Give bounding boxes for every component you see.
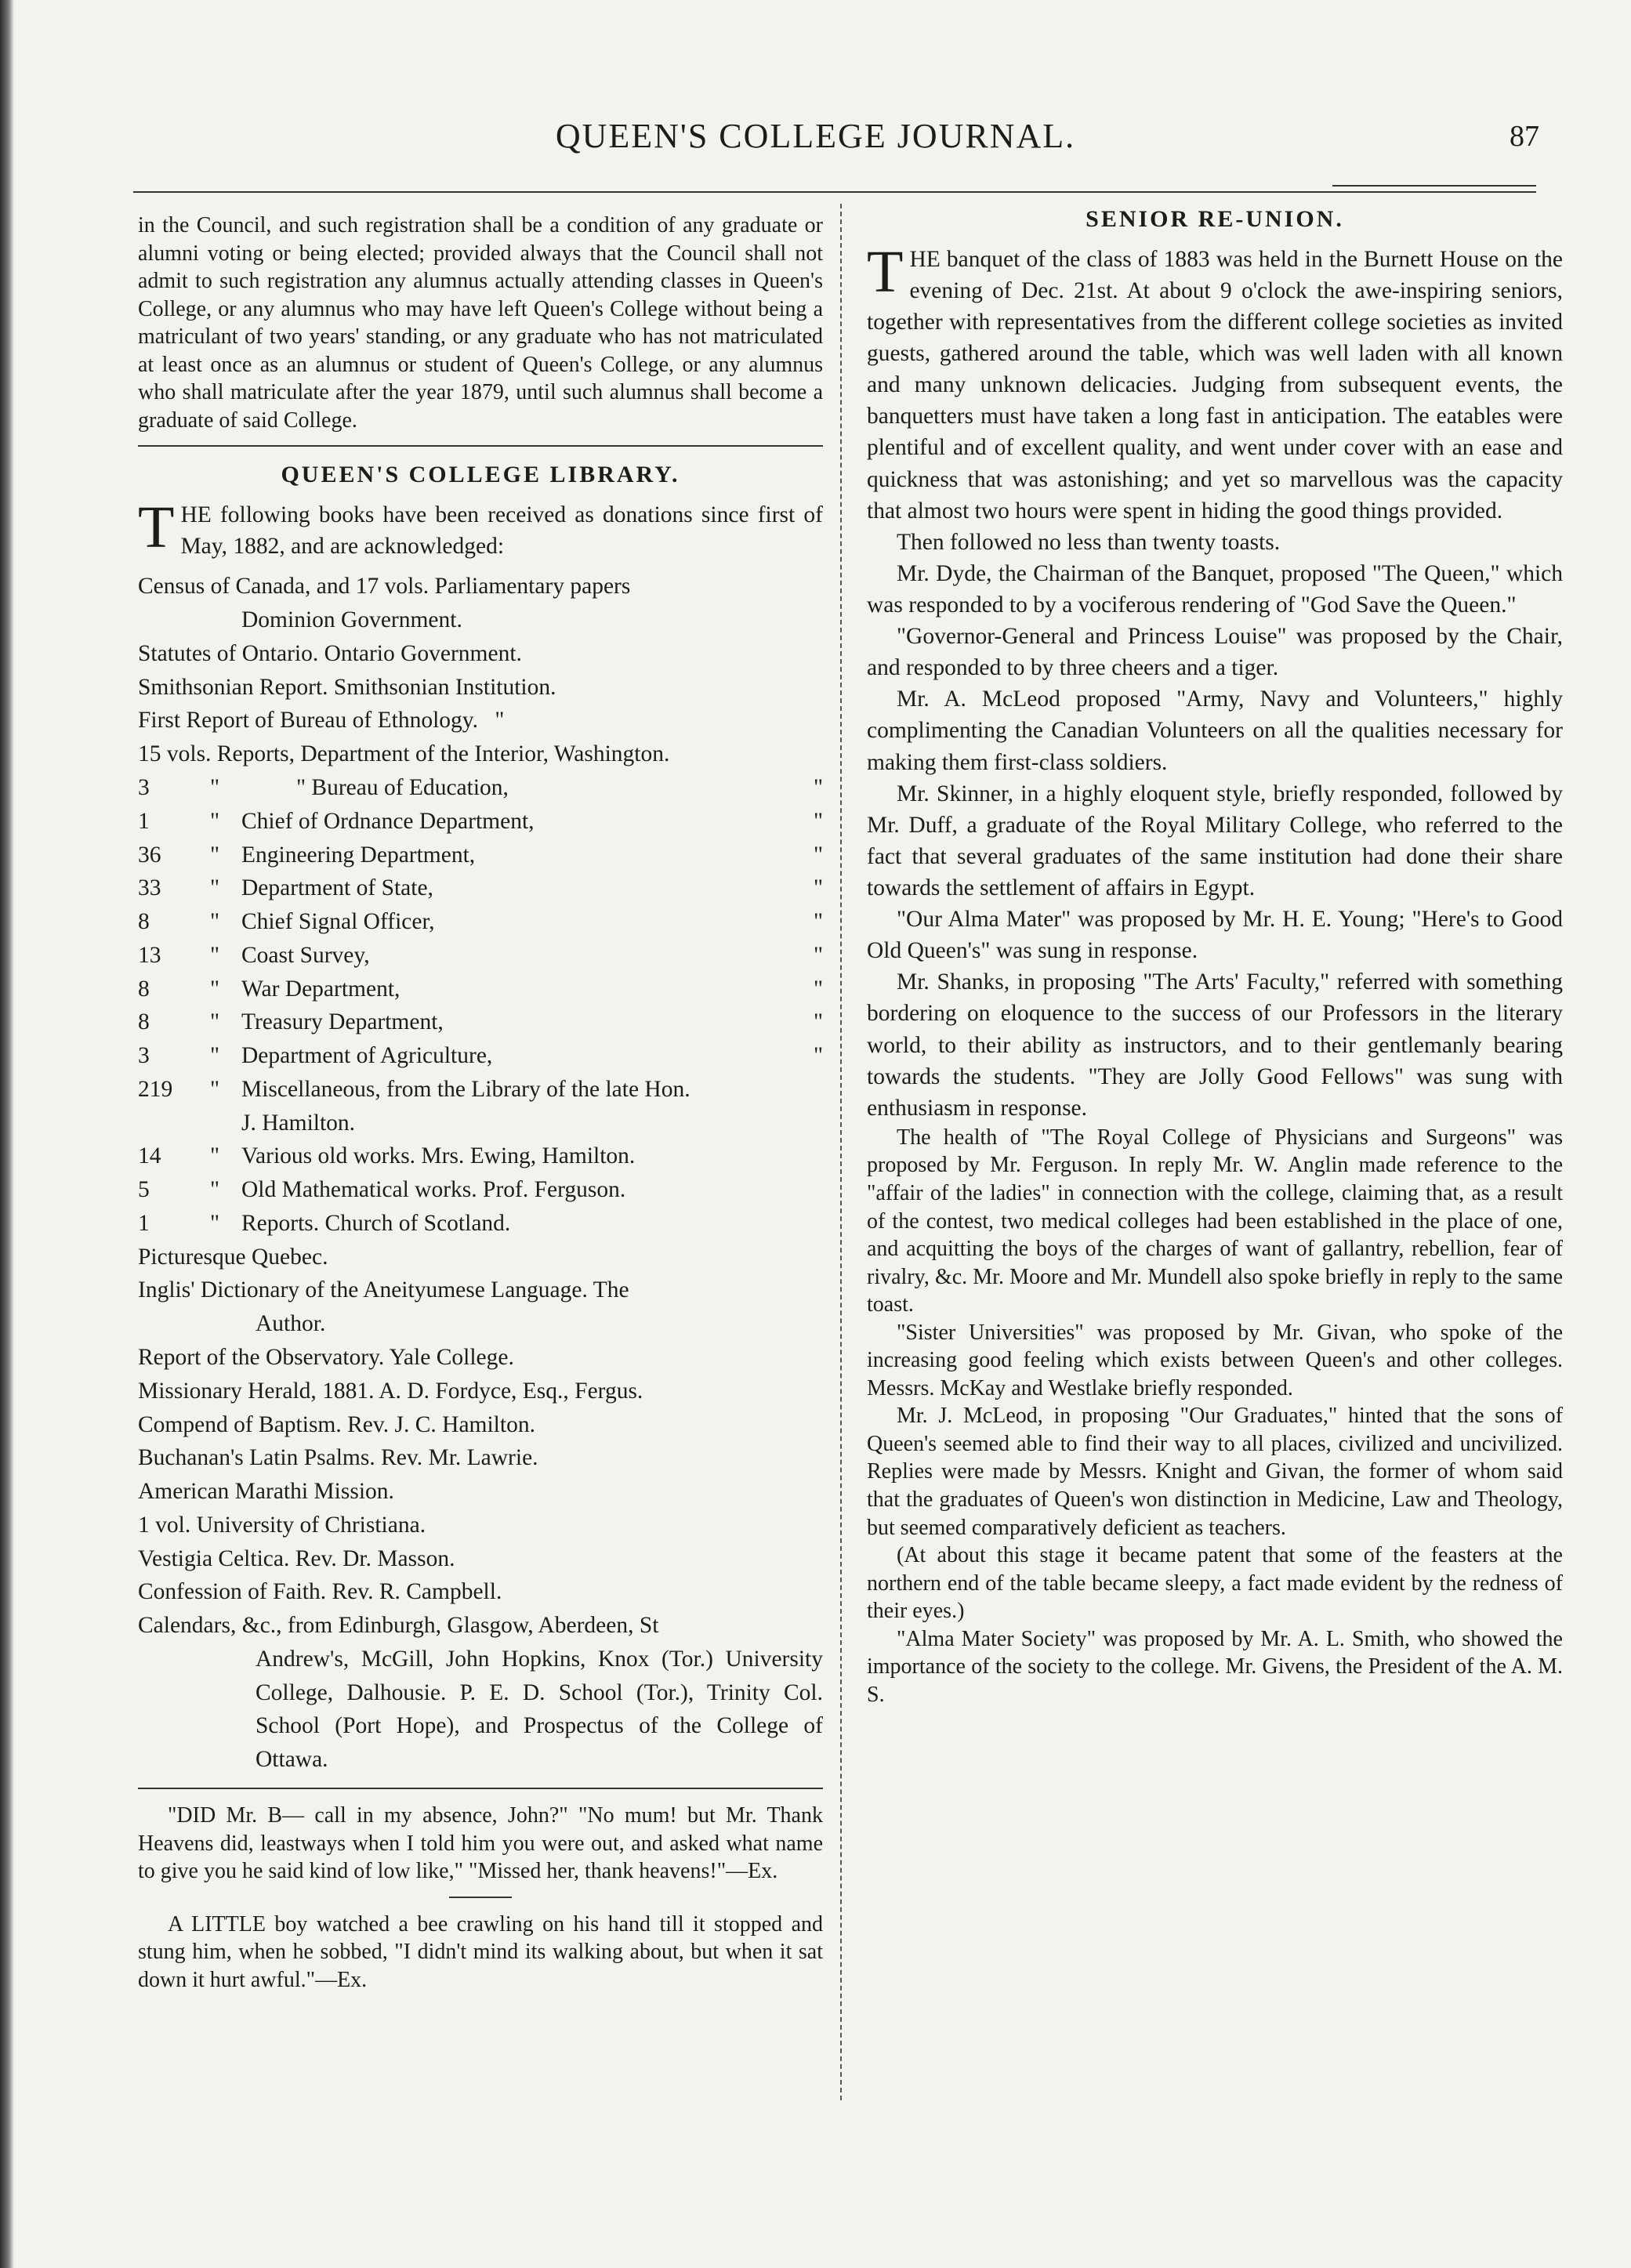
donation-celtica: Vestigia Celtica. Rev. Dr. Masson. bbox=[138, 1545, 455, 1571]
item-ditto-tail: " bbox=[813, 1043, 823, 1069]
item-ditto-tail: " bbox=[813, 875, 823, 901]
item-count: 8 bbox=[138, 1009, 150, 1035]
list-item bbox=[138, 939, 823, 973]
item-ditto: " bbox=[210, 1177, 220, 1203]
list-item bbox=[138, 805, 823, 839]
item-ditto: " bbox=[210, 1076, 220, 1102]
item-ditto-tail: " bbox=[813, 842, 823, 868]
column-divider bbox=[840, 204, 842, 2100]
item-text: Old Mathematical works. Prof. Ferguson. bbox=[241, 1177, 626, 1203]
article-paragraph: Mr. J. McLeod, in proposing "Our Graduates," hinted that the sons of Queen's seemed able to find their way to all places, civilized and uncivilized. Replies were made by Messrs. Knight and Givan, the former of whom said that the graduates of Queen's won distinction in Medicine, Law and Theology, but seemed comparatively deficient as teachers. bbox=[867, 1404, 1563, 1540]
item-ditto-tail: " bbox=[813, 942, 823, 968]
item-ditto-tail: " bbox=[813, 1009, 823, 1035]
item-text: Various old works. Mrs. Ewing, Hamilton. bbox=[241, 1143, 636, 1169]
header-rule-short bbox=[1332, 185, 1536, 187]
section-rule bbox=[138, 1788, 823, 1789]
article-paragraph: "Governor-General and Princess Louise" was proposed by the Chair, and responded to by three cheers and a tiger. bbox=[867, 624, 1563, 681]
donation-list bbox=[138, 570, 823, 1777]
item-ditto: " bbox=[210, 942, 220, 968]
article-paragraph: THE banquet of the class of 1883 was held in the Burnett House on the evening of Dec. 21st. At about 9 o'clock the awe-inspiring seniors, together with representatives from the different college societies as invited guests, gathered around the table, which was well laden with all known and many unknown delicacies. Judging from subsequent events, the banquetters must have taken a long fast in anticipation. The eatables were plentiful and of excellent quality, and went under cover with an ease and quickness that was astonishing; and yet so marvellous was the capacity that almost two hours were spent in hiding the good things provided. bbox=[867, 238, 1563, 524]
item-ditto-tail: " bbox=[813, 976, 823, 1002]
left-column bbox=[138, 212, 823, 1994]
list-item bbox=[138, 871, 823, 905]
item-ditto: " bbox=[210, 842, 220, 868]
article-paragraph: Then followed no less than twenty toasts. bbox=[897, 529, 1281, 555]
item-count: 3 bbox=[138, 1043, 150, 1069]
library-intro: THE following books have been received as donations since first of May, 1882, and are acknowledged: bbox=[138, 495, 823, 561]
item-ditto: " bbox=[210, 909, 220, 935]
item-ditto: " bbox=[210, 976, 220, 1002]
donation-missionary: Missionary Herald, 1881. A. D. Fordyce, Esq., Fergus. bbox=[138, 1378, 643, 1404]
list-item bbox=[138, 1039, 823, 1073]
list-item bbox=[138, 905, 823, 939]
item-text: Department of State, bbox=[241, 875, 433, 901]
running-head: QUEEN'S COLLEGE JOURNAL. bbox=[555, 117, 1076, 155]
item-count: 219 bbox=[138, 1076, 173, 1102]
list-item bbox=[138, 1005, 823, 1039]
article-paragraph: The health of "The Royal College of Physicians and Surgeons" was proposed by Mr. Ferguson. In reply Mr. W. Anglin made reference to the "affair of the ladies" in connection with the college, claiming that, as a result of the contest, two medical colleges had been established in the place of one, and acquitting the boys of the charges of want of gallantry, rebellion, fear of rivalry, &c. Mr. Moore and Mr. Mundell also spoke briefly in reply to the same toast. bbox=[867, 1125, 1563, 1317]
donation-psalms: Buchanan's Latin Psalms. Rev. Mr. Lawrie. bbox=[138, 1445, 538, 1471]
item-count: 14 bbox=[138, 1143, 161, 1169]
item-count: 33 bbox=[138, 875, 161, 901]
donation-inglis-cont: Author. bbox=[256, 1311, 326, 1337]
item-text: War Department, bbox=[241, 976, 401, 1002]
page-number: 87 bbox=[1510, 120, 1539, 153]
list-item bbox=[138, 973, 823, 1006]
list-item bbox=[138, 839, 823, 872]
item-count: 3 bbox=[138, 774, 150, 800]
item-text: Chief of Ordnance Department, bbox=[241, 808, 535, 834]
donation-calendars-cont: Andrew's, McGill, John Hopkins, Knox (Tor.) University College, Dalhousie. P. E. D. School (Tor.), Trinity Col. School (Port Hope), and Prospectus of the College of Ottawa. bbox=[256, 1646, 823, 1773]
item-count: 13 bbox=[138, 942, 161, 968]
item-text: " Bureau of Education, bbox=[296, 774, 509, 800]
item-text: Reports. Church of Scotland. bbox=[241, 1210, 511, 1236]
joke-paragraph: A LITTLE boy watched a bee crawling on his hand till it stopped and stung him, when he sobbed, "I didn't mind its walking about, but when it sat down it hurt awful."—Ex. bbox=[138, 1911, 823, 1992]
article-paragraph: Mr. A. McLeod proposed "Army, Navy and Volunteers," highly complimenting the Canadian Volunteers on all the qualities necessary for making them first-class soldiers. bbox=[867, 687, 1563, 775]
article-paragraph: (At about this stage it became patent that some of the feasters at the northern end of the table became sleepy, a fact made evident by the redness of their eyes.) bbox=[867, 1543, 1563, 1624]
item-text: Coast Survey, bbox=[241, 942, 370, 968]
donation-statutes: Statutes of Ontario. Ontario Government. bbox=[138, 640, 522, 666]
article-paragraph: Mr. Skinner, in a highly eloquent style, briefly responded, followed by Mr. Duff, a graduate of the Royal Military College, who referred to the fact that several graduates of the same institution had done their share towards the settlement of affairs in Egypt. bbox=[867, 781, 1563, 900]
item-text: Miscellaneous, from the Library of the late Hon. bbox=[241, 1076, 690, 1102]
list-item bbox=[138, 1173, 823, 1207]
library-title: QUEEN'S COLLEGE LIBRARY. bbox=[281, 462, 680, 488]
header-rule bbox=[133, 191, 1536, 193]
item-ditto: " bbox=[210, 1009, 220, 1035]
item-count: 1 bbox=[138, 808, 150, 834]
item-ditto-tail: " bbox=[813, 774, 823, 800]
item-text: Engineering Department, bbox=[241, 842, 476, 868]
donation-confession: Confession of Faith. Rev. R. Campbell. bbox=[138, 1579, 502, 1605]
donation-ethnology-ditto: " bbox=[495, 708, 505, 734]
reunion-title: SENIOR RE-UNION. bbox=[1086, 206, 1344, 232]
donation-census: Census of Canada, and 17 vols. Parliamentary papers bbox=[138, 574, 631, 600]
item-ditto: " bbox=[210, 875, 220, 901]
donation-census-cont: Dominion Government. bbox=[241, 607, 462, 633]
item-ditto: " bbox=[210, 1143, 220, 1169]
list-item-cont: J. Hamilton. bbox=[241, 1110, 356, 1136]
item-ditto: " bbox=[210, 1210, 220, 1236]
donation-calendars: Calendars, &c., from Edinburgh, Glasgow, Aberdeen, St bbox=[138, 1613, 659, 1639]
article-paragraph: "Our Alma Mater" was proposed by Mr. H. E. Young; "Here's to Good Old Queen's" was sung in response. bbox=[867, 907, 1563, 964]
article-paragraph: "Alma Mater Society" was proposed by Mr. A. L. Smith, who showed the importance of the society to the college. Mr. Givens, the President of the A. M. S. bbox=[867, 1626, 1563, 1707]
list-item bbox=[138, 1073, 823, 1107]
item-text: Chief Signal Officer, bbox=[241, 909, 435, 935]
donation-baptism: Compend of Baptism. Rev. J. C. Hamilton. bbox=[138, 1411, 535, 1437]
item-text: Department of Agriculture, bbox=[241, 1043, 493, 1069]
donation-quebec: Picturesque Quebec. bbox=[138, 1244, 328, 1270]
scan-edge-shadow bbox=[0, 0, 14, 2268]
list-item bbox=[138, 771, 823, 805]
donation-observatory: Report of the Observatory. Yale College. bbox=[138, 1345, 514, 1370]
list-item bbox=[138, 1139, 823, 1173]
item-count: 5 bbox=[138, 1177, 150, 1203]
article-paragraph: Mr. Shanks, in proposing "The Arts' Faculty," referred with something bordering on eloquence to the success of our Professors in the literary world, to their ability as instructors, and to their gentlemanly bearing towards the students. "They are Jolly Good Fellows" was sung with enthusiasm in response. bbox=[867, 969, 1563, 1121]
item-count: 8 bbox=[138, 909, 150, 935]
item-count: 8 bbox=[138, 976, 150, 1002]
item-ditto-tail: " bbox=[813, 909, 823, 935]
donation-interior: 15 vols. Reports, Department of the Interior, Washington. bbox=[138, 741, 670, 767]
right-column bbox=[867, 197, 1563, 1708]
joke-paragraph: "DID Mr. B— call in my absence, John?" "No mum! but Mr. Thank Heavens did, leastways when I told him you were out, and asked what name to give you he said kind of low like," "Missed her, thank heavens!"—Ex. bbox=[138, 1802, 823, 1884]
donation-marathi: American Marathi Mission. bbox=[138, 1479, 394, 1505]
council-paragraph: in the Council, and such registration shall be a condition of any graduate or alumni voting or being elected; provided always that the Council shall not admit to such registration any alumnus actually attending classes in Queen's College, or any alumnus who may have left Queen's College without being a matriculant of two years' standing, or any graduate who has not matriculated at least once as an alumnus or student of Queen's College, or any alumnus who shall matriculate after the year 1879, until such alumnus shall become a graduate of said College. bbox=[138, 213, 823, 433]
item-ditto: " bbox=[210, 808, 220, 834]
article-paragraph: "Sister Universities" was proposed by Mr. Givan, who spoke of the increasing good feeling which exists between Queen's and other colleges. Messrs. McKay and Westlake briefly responded. bbox=[867, 1320, 1563, 1400]
item-count: 1 bbox=[138, 1210, 150, 1236]
joke-divider bbox=[449, 1897, 512, 1898]
item-count: 36 bbox=[138, 842, 161, 868]
item-ditto: " bbox=[210, 1043, 220, 1069]
list-item bbox=[138, 1207, 823, 1241]
donation-ethnology bbox=[138, 704, 823, 737]
item-ditto-tail: " bbox=[813, 808, 823, 834]
donation-christiana: 1 vol. University of Christiana. bbox=[138, 1512, 426, 1538]
donation-inglis: Inglis' Dictionary of the Aneityumese Language. The bbox=[138, 1277, 629, 1303]
article-paragraph: Mr. Dyde, the Chairman of the Banquet, proposed "The Queen," which was responded to by a vociferous rendering of "God Save the Queen." bbox=[867, 560, 1563, 618]
donation-smithsonian: Smithsonian Report. Smithsonian Institution. bbox=[138, 674, 556, 700]
item-ditto: " bbox=[210, 774, 220, 800]
item-text: Treasury Department, bbox=[241, 1009, 444, 1035]
section-rule bbox=[138, 445, 823, 447]
donation-ethnology-text: First Report of Bureau of Ethnology. bbox=[138, 708, 478, 734]
